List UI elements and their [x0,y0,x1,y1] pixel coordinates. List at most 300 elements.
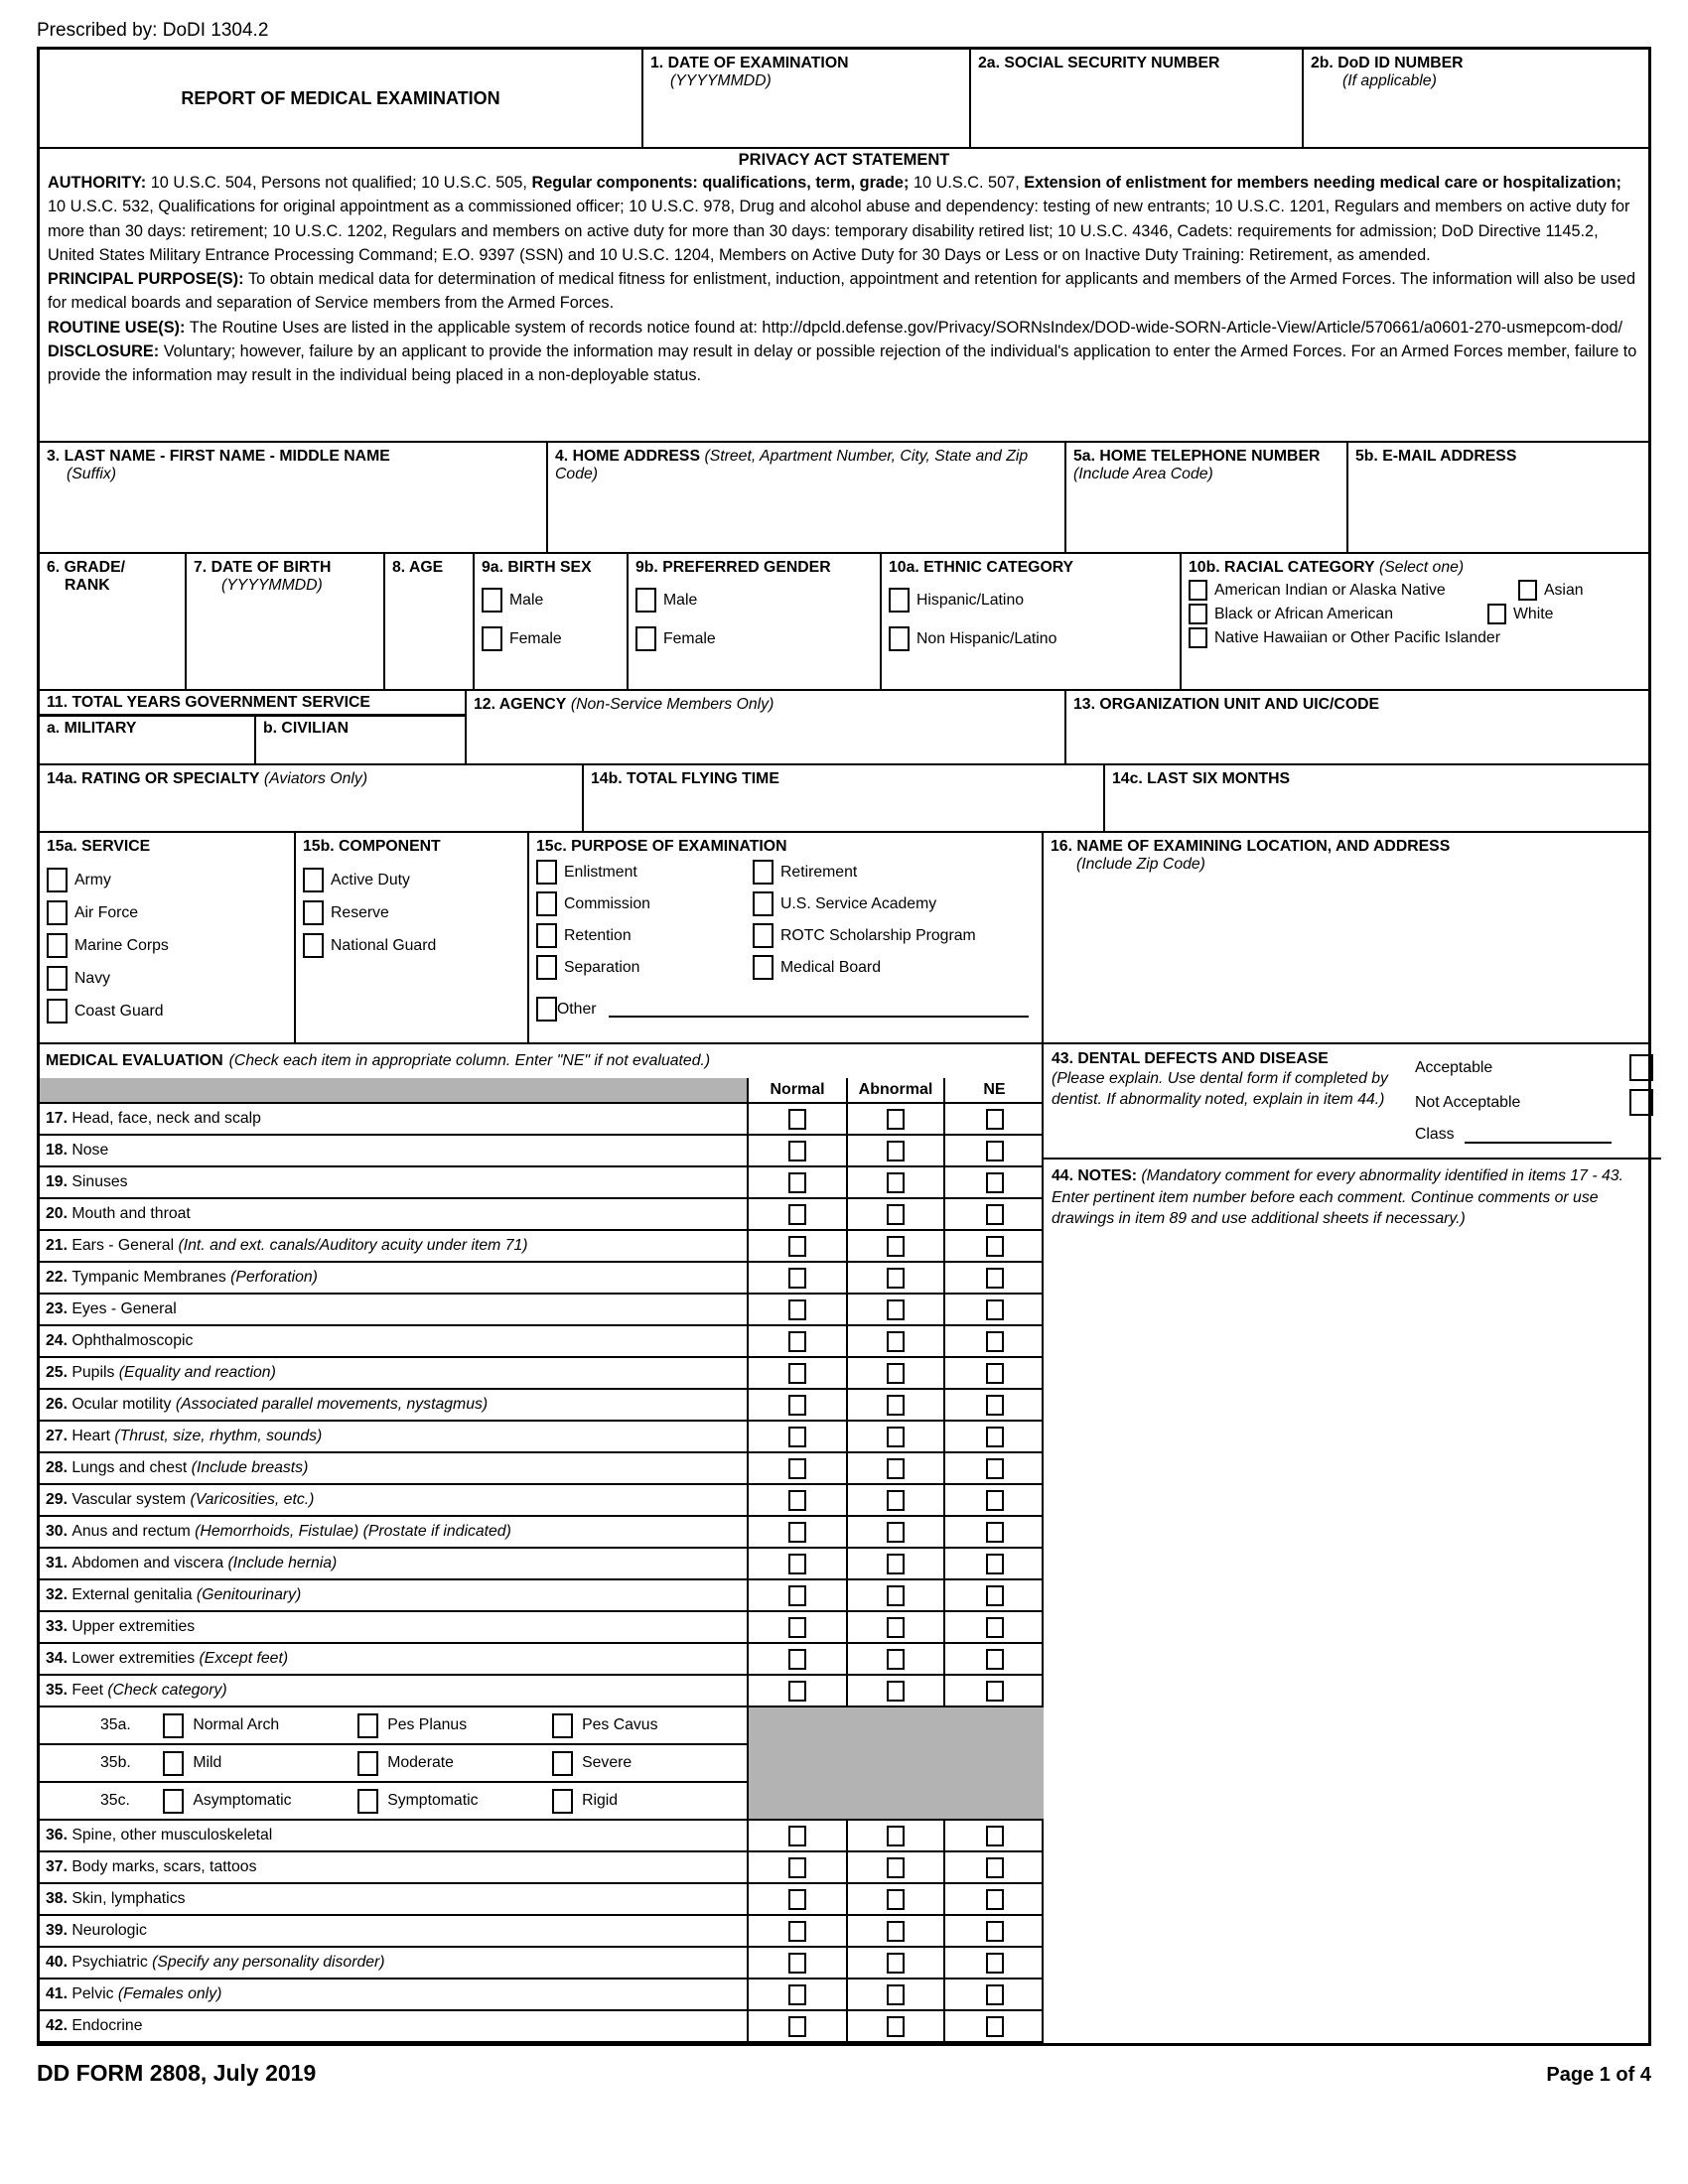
cell-34-abnormal [847,1643,944,1675]
cell-38-normal [748,1883,847,1915]
dob-hint: (YYYYMMDD) [221,577,323,594]
checkbox-purpose-retention[interactable] [536,923,557,948]
checkbox-22-normal[interactable] [788,1268,806,1289]
option-label: Asian [1544,581,1584,599]
checkbox-37-abnormal[interactable] [887,1857,905,1878]
form-title: REPORT OF MEDICAL EXAMINATION [181,87,500,108]
government-service-row [40,691,1648,765]
age-label: 8. AGE [392,559,444,576]
total-years-label: 11. TOTAL YEARS GOVERNMENT SERVICE [47,694,370,711]
checkbox-33-abnormal[interactable] [887,1617,905,1638]
birth-sex-option-female [482,626,620,651]
checkbox-purpose-retirement[interactable] [753,860,774,885]
checkbox-24-normal[interactable] [788,1331,806,1352]
item-23-label: 23. Eyes - General [40,1294,748,1325]
checkbox-32-abnormal[interactable] [887,1585,905,1606]
cell-20-ne [944,1198,1044,1230]
checkbox-41-normal[interactable] [788,1984,806,2005]
ethnic-option-non-hispanic [889,626,1173,651]
checkbox-40-abnormal[interactable] [887,1953,905,1974]
component-option-national-guard [303,933,520,958]
cell-39-abnormal [847,1915,944,1947]
field-rating-specialty[interactable] [40,765,584,831]
prescribed-by-text: Prescribed by: DoDI 1304.2 [37,20,269,41]
cell-25-ne [944,1357,1044,1389]
field-dod-id[interactable] [1304,50,1648,147]
cell-21-ne [944,1230,1044,1262]
medical-evaluation-table [40,1044,1044,2043]
checkbox-34-ne[interactable] [986,1649,1004,1670]
option-label: Asymptomatic [193,1792,292,1809]
checkbox-34-normal[interactable] [788,1649,806,1670]
cell-33-ne [944,1611,1044,1643]
checkbox-22-abnormal[interactable] [887,1268,905,1289]
item-22-label: 22. Tympanic Membranes (Perforation) [40,1262,748,1294]
cell-30-normal [748,1516,847,1548]
checkbox-35b-severe[interactable] [552,1751,573,1776]
item-20-label: 20. Mouth and throat [40,1198,748,1230]
checkbox-37-normal[interactable] [788,1857,806,1878]
cell-36-abnormal [847,1820,944,1851]
checkbox-31-normal[interactable] [788,1554,806,1574]
footer-page-number: Page 1 of 4 [1546,2064,1651,2086]
cell-20-normal [748,1198,847,1230]
checkbox-32-ne[interactable] [986,1585,1004,1606]
checkbox-27-abnormal[interactable] [887,1427,905,1447]
column-header-abnormal: Abnormal [847,1078,944,1103]
cell-20-abnormal [847,1198,944,1230]
civilian-label: b. CIVILIAN [263,720,350,737]
field-agency[interactable] [467,691,1066,763]
checkbox-35b-moderate[interactable] [357,1751,378,1776]
medical-right-panel [1044,1044,1661,2043]
header-row [40,50,1648,149]
service-option-marine-corps [47,933,287,958]
checkbox-27-normal[interactable] [788,1427,806,1447]
checkbox-25-abnormal[interactable] [887,1363,905,1384]
checkbox-service-air-force[interactable] [47,900,68,925]
option-label: ROTC Scholarship Program [780,926,976,944]
cell-23-abnormal [847,1294,944,1325]
cell-22-abnormal [847,1262,944,1294]
cell-17-ne [944,1103,1044,1135]
checkbox-23-ne[interactable] [986,1299,1004,1320]
racial-option-native-hawaiian [1189,627,1500,648]
field-service [40,833,296,1042]
checkbox-35a-pes-cavus[interactable] [552,1713,573,1738]
checkbox-37-ne[interactable] [986,1857,1004,1878]
privacy-routine-use: ROUTINE USE(S): The Routine Uses are listed in the applicable system of records notice found at: http://dpcld.defense.gov/Privacy/SORNsIndex/DOD-wide-SORN-Article-View/Article/570661/a0601-270-usmepcom-dod/ [48,318,1623,337]
checkbox-41-abnormal[interactable] [887,1984,905,2005]
checkbox-42-abnormal[interactable] [887,2016,905,2037]
dod-id-hint: (If applicable) [1342,72,1437,89]
field-date-of-birth[interactable] [187,554,385,689]
dental-section [1044,1044,1661,1160]
checkbox-36-ne[interactable] [986,1826,1004,1846]
checkbox-24-abnormal[interactable] [887,1331,905,1352]
checkbox-racial-black-or-african-american[interactable] [1189,604,1207,624]
checkbox-35c-rigid[interactable] [552,1789,573,1814]
checkbox-18-ne[interactable] [986,1141,1004,1161]
checkbox-34-abnormal[interactable] [887,1649,905,1670]
examining-location-hint: (Include Zip Code) [1076,856,1205,873]
checkbox-17-ne[interactable] [986,1109,1004,1130]
checkbox-19-normal[interactable] [788,1172,806,1193]
field-name[interactable] [40,443,548,552]
home-telephone-label: 5a. HOME TELEPHONE NUMBER [1073,448,1321,465]
medical-evaluation-title [40,1044,1042,1078]
option-label: Rigid [582,1792,619,1809]
cell-42-ne [944,2010,1044,2042]
checkbox-35a-normal-arch[interactable] [163,1713,184,1738]
checkbox-service-coast-guard[interactable] [47,999,68,1024]
checkbox-racial-native-hawaiian-or-other-pacific-islander[interactable] [1189,627,1207,648]
item-27-label: 27. Heart (Thrust, size, rhythm, sounds) [40,1421,748,1452]
feet-option-symptomatic [357,1789,552,1814]
organization-label: 13. ORGANIZATION UNIT AND UIC/CODE [1073,696,1380,713]
racial-option-asian [1518,580,1584,601]
preferred-gender-option-male [635,588,873,613]
checkbox-30-normal[interactable] [788,1522,806,1543]
home-address-hint: (Street, Apartment Number, City, State and Zip Code) [555,448,1029,482]
dental-not-acceptable-label: Not Acceptable [1415,1093,1521,1111]
checkbox-ethnic-hispanic-latino[interactable] [889,588,910,613]
rating-hint: (Aviators Only) [263,770,368,787]
feet-option-pes-cavus [552,1713,747,1738]
checkbox-19-ne[interactable] [986,1172,1004,1193]
form-footer [37,2060,1651,2087]
checkbox-35c-asymptomatic[interactable] [163,1789,184,1814]
checkbox-purpose-commission[interactable] [536,891,557,916]
cell-24-ne [944,1325,1044,1357]
item-42-label: 42. Endocrine [40,2010,748,2042]
checkbox-33-ne[interactable] [986,1617,1004,1638]
item-39-label: 39. Neurologic [40,1915,748,1947]
checkbox-38-ne[interactable] [986,1889,1004,1910]
cell-24-normal [748,1325,847,1357]
checkbox-21-normal[interactable] [788,1236,806,1257]
checkbox-component-active-duty[interactable] [303,868,324,892]
purpose-option-other [536,997,1035,1022]
checkbox-17-abnormal[interactable] [887,1109,905,1130]
cell-40-abnormal [847,1947,944,1979]
checkbox-30-ne[interactable] [986,1522,1004,1543]
checkbox-racial-american-indian-or-alaska-native[interactable] [1189,580,1207,601]
field-military-years[interactable] [40,717,256,763]
demographics-row [40,554,1648,691]
option-label: White [1513,605,1554,622]
option-label: Retention [564,926,632,944]
cell-42-abnormal [847,2010,944,2042]
field-organization-uic[interactable] [1066,691,1648,763]
cell-27-normal [748,1421,847,1452]
cell-26-normal [748,1389,847,1421]
feet-row-35a [40,1706,748,1744]
medical-evaluation-title-hint: (Check each item in appropriate column. Enter "NE" if not evaluated.) [228,1052,711,1069]
checkbox-23-normal[interactable] [788,1299,806,1320]
field-last-six-months[interactable] [1105,765,1648,831]
examining-location-label: 16. NAME OF EXAMINING LOCATION, AND ADDRESS [1051,838,1451,855]
field-ssn[interactable] [971,50,1304,147]
checkbox-racial-white[interactable] [1487,604,1506,624]
gray-header-spacer [40,1078,748,1103]
checkbox-36-abnormal[interactable] [887,1826,905,1846]
field-date-of-examination[interactable] [643,50,971,147]
cell-18-abnormal [847,1135,944,1166]
checkbox-35c-symptomatic[interactable] [357,1789,378,1814]
cell-29-normal [748,1484,847,1516]
feet-option-mild [163,1751,357,1776]
field-email[interactable] [1348,443,1648,552]
checkbox-29-normal[interactable] [788,1490,806,1511]
item-41-label: 41. Pelvic (Females only) [40,1979,748,2010]
checkbox-36-normal[interactable] [788,1826,806,1846]
dod-id-label: 2b. DoD ID NUMBER [1311,55,1464,71]
cell-28-ne [944,1452,1044,1484]
military-label: a. MILITARY [47,720,137,737]
checkbox-20-abnormal[interactable] [887,1204,905,1225]
field-age[interactable] [385,554,475,689]
agency-hint: (Non-Service Members Only) [570,696,774,713]
option-label: National Guard [331,936,437,954]
privacy-disclosure: DISCLOSURE: Voluntary; however, failure by an applicant to provide the information may result in delay or possible rejection of the individual's application to enter the Armed Forces. For an Armed Forces member, failure to provide the information may result in the individual being placed in a non-deployable status. [48,342,1637,385]
checkbox-35-normal[interactable] [788,1681,806,1702]
checkbox-39-ne[interactable] [986,1921,1004,1942]
checkbox-29-ne[interactable] [986,1490,1004,1511]
checkbox-31-ne[interactable] [986,1554,1004,1574]
checkbox-purpose-rotc-scholarship-program[interactable] [753,923,774,948]
checkbox-33-normal[interactable] [788,1617,806,1638]
checkbox-purpose-other[interactable] [536,997,557,1022]
option-label: Pes Cavus [582,1716,658,1733]
checkbox-38-normal[interactable] [788,1889,806,1910]
cell-40-normal [748,1947,847,1979]
checkbox-purpose-us-service-academy[interactable] [753,891,774,916]
notes-section[interactable] [1044,1160,1661,2043]
cell-34-ne [944,1643,1044,1675]
notes-hint: (Mandatory comment for every abnormality identified in items 17 - 43. Enter pertinent item number before each comment. Continue comments or use drawings in item 89 and use additional sheets if necessary.) [1052,1167,1623,1227]
cell-17-abnormal [847,1103,944,1135]
purpose-label: 15c. PURPOSE OF EXAMINATION [536,838,787,855]
dental-label: 43. DENTAL DEFECTS AND DISEASE [1052,1050,1329,1067]
checkbox-32-normal[interactable] [788,1585,806,1606]
checkbox-dental-acceptable[interactable] [1629,1054,1653,1081]
feet-row-35b [40,1744,748,1782]
checkbox-purpose-enlistment[interactable] [536,860,557,885]
item-35-label: 35. Feet (Check category) [40,1675,748,1706]
checkbox-20-ne[interactable] [986,1204,1004,1225]
field-preferred-gender [629,554,882,689]
cell-22-ne [944,1262,1044,1294]
cell-24-abnormal [847,1325,944,1357]
checkbox-25-ne[interactable] [986,1363,1004,1384]
feet-option-moderate [357,1751,552,1776]
birth-sex-label: 9a. BIRTH SEX [482,559,592,576]
checkbox-21-abnormal[interactable] [887,1236,905,1257]
checkbox-35-ne[interactable] [986,1681,1004,1702]
checkbox-24-ne[interactable] [986,1331,1004,1352]
checkbox-27-ne[interactable] [986,1427,1004,1447]
cell-35-normal [748,1675,847,1706]
checkbox-preferred-gender-female[interactable] [635,626,656,651]
checkbox-23-abnormal[interactable] [887,1299,905,1320]
option-label: Active Duty [331,871,410,888]
checkbox-purpose-medical-board[interactable] [753,955,774,980]
checkbox-17-normal[interactable] [788,1109,806,1130]
option-label: Commission [564,894,650,912]
checkbox-28-ne[interactable] [986,1458,1004,1479]
item-36-label: 36. Spine, other musculoskeletal [40,1820,748,1851]
medical-evaluation-section [40,1044,1648,2043]
option-label: Male [509,591,544,609]
form-title-cell [40,50,643,147]
name-suffix-hint: (Suffix) [67,466,117,482]
checkbox-birth-sex-female[interactable] [482,626,502,651]
date-of-examination-hint: (YYYYMMDD) [670,72,772,89]
cell-40-ne [944,1947,1044,1979]
option-label: Navy [74,969,110,987]
checkbox-19-abnormal[interactable] [887,1172,905,1193]
checkbox-35b-mild[interactable] [163,1751,184,1776]
checkbox-22-ne[interactable] [986,1268,1004,1289]
checkbox-21-ne[interactable] [986,1236,1004,1257]
checkbox-component-national-guard[interactable] [303,933,324,958]
feet-option-pes-planus [357,1713,552,1738]
ssn-label: 2a. SOCIAL SECURITY NUMBER [978,55,1220,71]
privacy-act-statement [40,149,1648,443]
checkbox-42-ne[interactable] [986,2016,1004,2037]
field-birth-sex [475,554,629,689]
checkbox-18-normal[interactable] [788,1141,806,1161]
checkbox-birth-sex-male[interactable] [482,588,502,613]
cell-36-normal [748,1820,847,1851]
checkbox-38-abnormal[interactable] [887,1889,905,1910]
option-label: Pes Planus [387,1716,468,1733]
checkbox-ethnic-non-hispanic-latino[interactable] [889,626,910,651]
checkbox-35a-pes-planus[interactable] [357,1713,378,1738]
cell-37-abnormal [847,1851,944,1883]
feet-option-normal-arch [163,1713,357,1738]
dental-class-line[interactable] [1465,1128,1612,1144]
cell-42-normal [748,2010,847,2042]
option-label: Male [663,591,698,609]
field-examining-location[interactable] [1044,833,1648,1042]
cell-32-abnormal [847,1579,944,1611]
cell-33-normal [748,1611,847,1643]
item-38-label: 38. Skin, lymphatics [40,1883,748,1915]
checkbox-30-abnormal[interactable] [887,1522,905,1543]
privacy-principal-purpose: PRINCIPAL PURPOSE(S): To obtain medical data for determination of medical fitness for enlistment, induction, appointment and retention for applicants and members of the Armed Forces. The information will also be used for medical boards and separation of Service members from the Armed Forces. [48,270,1636,313]
checkbox-35-abnormal[interactable] [887,1681,905,1702]
checkbox-39-normal[interactable] [788,1921,806,1942]
checkbox-preferred-gender-male[interactable] [635,588,656,613]
option-label: Medical Board [780,958,881,976]
cell-31-ne [944,1548,1044,1579]
dd-form-2808 [37,47,1651,2046]
field-civilian-years[interactable] [256,717,465,763]
feet-row-label: 35b. [100,1754,131,1771]
checkbox-28-normal[interactable] [788,1458,806,1479]
checkbox-purpose-separation[interactable] [536,955,557,980]
item-31-label: 31. Abdomen and viscera (Include hernia) [40,1548,748,1579]
racial-category-hint: (Select one) [1379,559,1465,576]
checkbox-service-army[interactable] [47,868,68,892]
option-label: Enlistment [564,863,637,881]
checkbox-component-reserve[interactable] [303,900,324,925]
item-34-label: 34. Lower extremities (Except feet) [40,1643,748,1675]
cell-37-normal [748,1851,847,1883]
cell-35-ne [944,1675,1044,1706]
cell-19-abnormal [847,1166,944,1198]
service-label: 15a. SERVICE [47,838,151,855]
checkbox-28-abnormal[interactable] [887,1458,905,1479]
checkbox-dental-not-acceptable[interactable] [1629,1089,1653,1116]
feet-option-rigid [552,1789,747,1814]
purpose-option-retention [536,923,753,948]
field-ethnic-category [882,554,1182,689]
cell-19-ne [944,1166,1044,1198]
name-label: 3. LAST NAME - FIRST NAME - MIDDLE NAME [47,448,390,465]
checkbox-26-abnormal[interactable] [887,1395,905,1416]
dob-label: 7. DATE OF BIRTH [194,559,332,576]
cell-18-ne [944,1135,1044,1166]
cell-29-abnormal [847,1484,944,1516]
field-home-telephone[interactable] [1066,443,1348,552]
date-of-examination-label: 1. DATE OF EXAMINATION [650,55,849,71]
checkbox-40-ne[interactable] [986,1953,1004,1974]
option-label: Moderate [387,1754,454,1771]
checkbox-20-normal[interactable] [788,1204,806,1225]
option-label: Symptomatic [387,1792,479,1809]
checkbox-26-ne[interactable] [986,1395,1004,1416]
grade-label: 6. GRADE/ [47,559,125,576]
component-option-active-duty [303,868,520,892]
other-specify-line[interactable] [609,1002,1029,1018]
field-total-flying-time[interactable] [584,765,1105,831]
checkbox-26-normal[interactable] [788,1395,806,1416]
examination-row [40,833,1648,1044]
option-label: Reserve [331,903,389,921]
service-option-air-force [47,900,287,925]
checkbox-25-normal[interactable] [788,1363,806,1384]
option-label: Female [509,629,562,647]
feet-row-35c [40,1782,748,1820]
item-30-label: 30. Anus and rectum (Hemorrhoids, Fistulae) (Prostate if indicated) [40,1516,748,1548]
agency-label: 12. AGENCY [474,696,567,713]
checkbox-42-normal[interactable] [788,2016,806,2037]
checkbox-racial-asian[interactable] [1518,580,1537,601]
checkbox-41-ne[interactable] [986,1984,1004,2005]
cell-28-abnormal [847,1452,944,1484]
checkbox-service-navy[interactable] [47,966,68,991]
field-grade-rank[interactable] [40,554,187,689]
column-header-ne: NE [944,1078,1044,1103]
checkbox-service-marine-corps[interactable] [47,933,68,958]
checkbox-40-normal[interactable] [788,1953,806,1974]
last-six-months-label: 14c. LAST SIX MONTHS [1112,770,1291,787]
checkbox-29-abnormal[interactable] [887,1490,905,1511]
checkbox-31-abnormal[interactable] [887,1554,905,1574]
footer-form-number: DD FORM 2808, July 2019 [37,2060,317,2086]
column-header-normal: Normal [748,1078,847,1103]
dental-acceptable-row [1415,1054,1653,1081]
feet-option-severe [552,1751,747,1776]
checkbox-18-abnormal[interactable] [887,1141,905,1161]
item-25-label: 25. Pupils (Equality and reaction) [40,1357,748,1389]
field-home-address[interactable] [548,443,1066,552]
checkbox-39-abnormal[interactable] [887,1921,905,1942]
component-label: 15b. COMPONENT [303,838,441,855]
